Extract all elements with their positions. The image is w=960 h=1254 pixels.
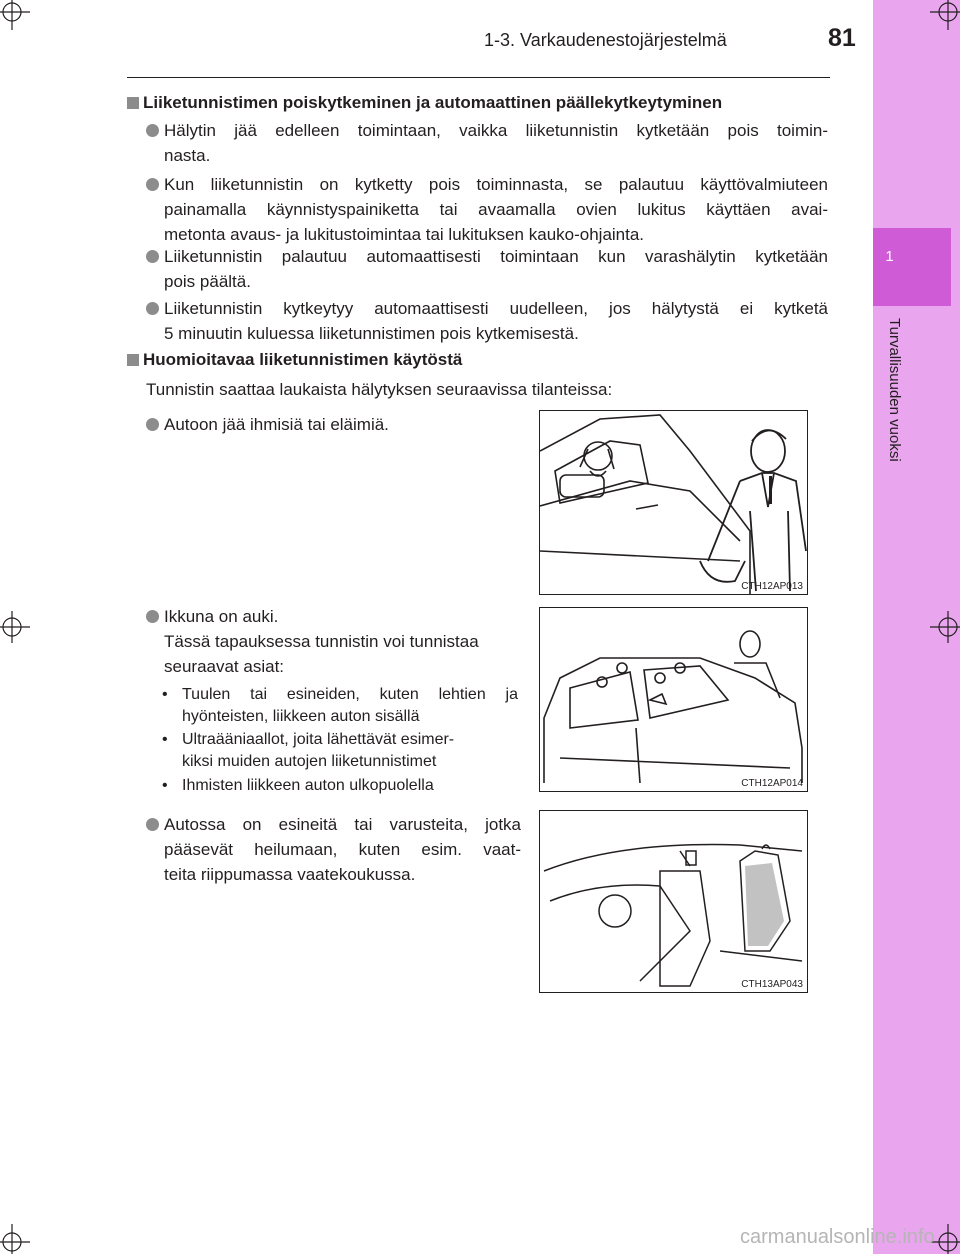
watermark-url: carmanualsonline.info [740,1226,935,1248]
figure-code: CTH12AP014 [741,778,803,789]
list-item: Liiketunnistin palautuu automaattisesti toimintaan kun varashälytin kytketään pois päältä. [146,244,828,294]
list-item: Autossa on esineitä tai varusteita, jotka pääsevät heilumaan, kuten esim. vaat- teita riippumassa vaatekoukussa. [146,812,521,887]
list-item: Kun liiketunnistin on kytketty pois toiminnasta, se palautuu käyttövalmiuteen painamalla käynnistyspainiketta tai avaamalla ovien lukitus käyttäen avai- metonta avaus- ja lukitustoimintaa tai lukituksen kauko-ohjainta. [146,172,828,247]
sub-list-item: • Tuulen tai esineiden, kuten lehtien ja hyönteisten, liikkeen auton sisällä [162,686,518,725]
section-title: 1-3. Varkaudenestojärjestelmä [484,30,727,50]
chapter-title: Turvallisuuden vuoksi [886,318,903,462]
registration-mark-icon [0,0,40,40]
page-number: 81 [828,24,856,52]
figure-code: CTH13AP043 [741,979,803,990]
list-item: Autoon jää ihmisiä tai eläimiä. [146,412,516,438]
square-bullet-icon [127,97,139,109]
registration-mark-icon [920,0,960,40]
section-heading: Huomioitavaa liiketunnistimen käytöstä [127,347,462,372]
car-interior-illustration [540,811,807,992]
round-bullet-icon [146,250,159,263]
list-item: Ikkuna on auki. Tässä tapauksessa tunnistin voi tunnistaa seuraavat asiat: [146,604,521,679]
round-bullet-icon [146,178,159,191]
registration-mark-icon [0,607,40,647]
round-bullet-icon [146,302,159,315]
round-bullet-icon [146,124,159,137]
round-bullet-icon [146,610,159,623]
chapter-number: 1 [885,248,894,265]
figure-person-dog-car [539,410,808,595]
list-item: Liiketunnistin kytkeytyy automaattisesti uudelleen, jos hälytystä ei kytketä 5 minuutin kuluessa liiketunnistimen pois kytkemisestä. [146,296,828,346]
round-bullet-icon [146,818,159,831]
list-item: Hälytin jää edelleen toimintaan, vaikka liiketunnistin kytketään pois toimin- nasta. [146,118,828,168]
header-rule [127,77,830,78]
intro-text: Tunnistin saattaa laukaista hälytyksen seuraavissa tilanteissa: [146,380,613,399]
registration-mark-icon [0,1214,40,1254]
section-heading: Liiketunnistimen poiskytkeminen ja automaattinen päällekytkeytyminen [127,90,722,115]
round-bullet-icon [146,418,159,431]
car-open-window-illustration [540,608,807,791]
square-bullet-icon [127,354,139,366]
sub-list-item: • Ultraääniaallot, joita lähettävät esimer- kiksi muiden autojen liiketunnistimet [162,731,455,770]
figure-open-window [539,607,808,792]
figure-code: CTH12AP013 [741,581,803,592]
sub-list-item: • Ihmisten liikkeen auton ulkopuolella [162,777,434,794]
registration-mark-icon [920,607,960,647]
chapter-number-box [873,228,951,306]
sub-list [162,684,518,797]
car-with-dog-illustration [540,411,807,594]
figure-car-interior [539,810,808,993]
